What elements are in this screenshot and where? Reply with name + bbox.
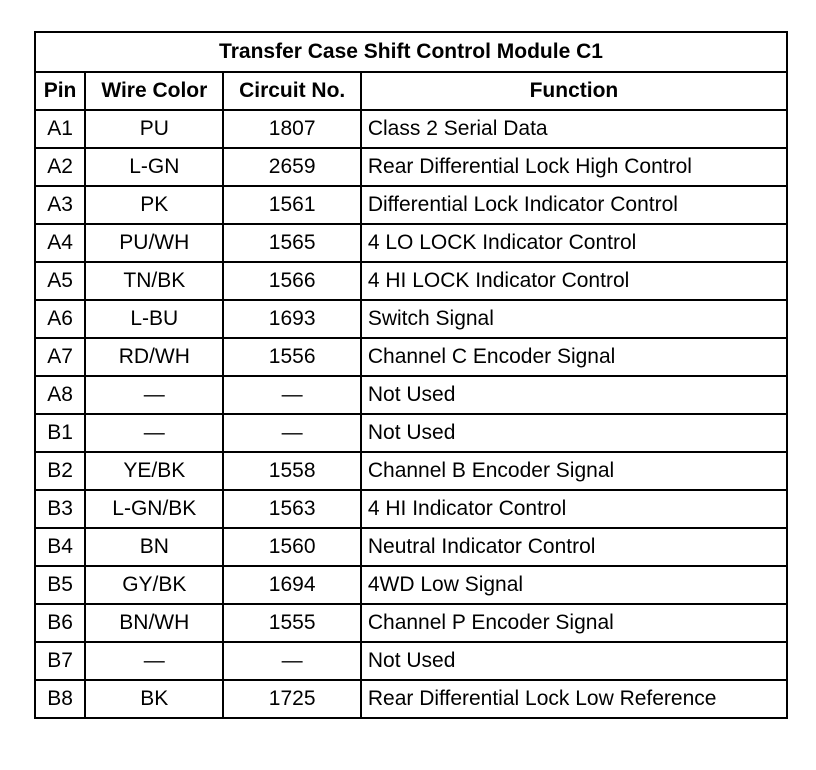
- connector-pinout-table: [34, 31, 788, 719]
- table-row: [35, 414, 787, 452]
- wire-color-cell: BN/WH: [85, 604, 223, 642]
- function-cell: 4 LO LOCK Indicator Control: [361, 224, 787, 262]
- pin-cell: B8: [35, 680, 85, 718]
- pin-cell: B2: [35, 452, 85, 490]
- pin-cell: A8: [35, 376, 85, 414]
- pin-cell: B3: [35, 490, 85, 528]
- table-row: [35, 224, 787, 262]
- wire-color-cell: YE/BK: [85, 452, 223, 490]
- circuit-no-cell: 1693: [223, 300, 360, 338]
- function-cell: Rear Differential Lock High Control: [361, 148, 787, 186]
- function-cell: Not Used: [361, 414, 787, 452]
- header-pin: Pin: [35, 72, 85, 110]
- wire-color-cell: PK: [85, 186, 223, 224]
- table-row: [35, 148, 787, 186]
- table-row: [35, 604, 787, 642]
- circuit-no-cell: 1555: [223, 604, 360, 642]
- pin-cell: A7: [35, 338, 85, 376]
- table-row: [35, 452, 787, 490]
- circuit-no-cell: 1560: [223, 528, 360, 566]
- pin-cell: A1: [35, 110, 85, 148]
- function-cell: Not Used: [361, 376, 787, 414]
- circuit-no-cell: 2659: [223, 148, 360, 186]
- pin-cell: A6: [35, 300, 85, 338]
- function-cell: Differential Lock Indicator Control: [361, 186, 787, 224]
- pin-cell: A2: [35, 148, 85, 186]
- wire-color-cell: L-BU: [85, 300, 223, 338]
- pin-cell: A3: [35, 186, 85, 224]
- circuit-no-cell: 1694: [223, 566, 360, 604]
- header-circuit-no: Circuit No.: [223, 72, 360, 110]
- wire-color-cell: —: [85, 414, 223, 452]
- pin-cell: B1: [35, 414, 85, 452]
- table-row: [35, 566, 787, 604]
- function-cell: 4WD Low Signal: [361, 566, 787, 604]
- table-row: [35, 186, 787, 224]
- function-cell: Rear Differential Lock Low Reference: [361, 680, 787, 718]
- table-row: [35, 490, 787, 528]
- header-row: [35, 72, 787, 110]
- pin-cell: A4: [35, 224, 85, 262]
- wire-color-cell: RD/WH: [85, 338, 223, 376]
- table-row: [35, 300, 787, 338]
- title-row: [35, 32, 787, 72]
- function-cell: Neutral Indicator Control: [361, 528, 787, 566]
- circuit-no-cell: —: [223, 414, 360, 452]
- wire-color-cell: PU: [85, 110, 223, 148]
- table-row: [35, 110, 787, 148]
- function-cell: Channel C Encoder Signal: [361, 338, 787, 376]
- circuit-no-cell: 1563: [223, 490, 360, 528]
- circuit-no-cell: 1558: [223, 452, 360, 490]
- function-cell: Class 2 Serial Data: [361, 110, 787, 148]
- circuit-no-cell: 1566: [223, 262, 360, 300]
- table-row: [35, 262, 787, 300]
- pin-cell: B7: [35, 642, 85, 680]
- pin-cell: A5: [35, 262, 85, 300]
- circuit-no-cell: 1565: [223, 224, 360, 262]
- pin-cell: B5: [35, 566, 85, 604]
- circuit-no-cell: 1807: [223, 110, 360, 148]
- circuit-no-cell: —: [223, 376, 360, 414]
- wire-color-cell: —: [85, 376, 223, 414]
- circuit-no-cell: 1725: [223, 680, 360, 718]
- function-cell: 4 HI Indicator Control: [361, 490, 787, 528]
- circuit-no-cell: —: [223, 642, 360, 680]
- circuit-no-cell: 1556: [223, 338, 360, 376]
- table-body: [35, 110, 787, 718]
- header-wire-color: Wire Color: [85, 72, 223, 110]
- wire-color-cell: —: [85, 642, 223, 680]
- circuit-no-cell: 1561: [223, 186, 360, 224]
- function-cell: 4 HI LOCK Indicator Control: [361, 262, 787, 300]
- function-cell: Switch Signal: [361, 300, 787, 338]
- pin-cell: B4: [35, 528, 85, 566]
- pin-cell: B6: [35, 604, 85, 642]
- table-row: [35, 642, 787, 680]
- table-title: Transfer Case Shift Control Module C1: [35, 32, 787, 72]
- wire-color-cell: BK: [85, 680, 223, 718]
- wire-color-cell: TN/BK: [85, 262, 223, 300]
- header-function: Function: [361, 72, 787, 110]
- wire-color-cell: GY/BK: [85, 566, 223, 604]
- wire-color-cell: BN: [85, 528, 223, 566]
- table-row: [35, 338, 787, 376]
- wire-color-cell: L-GN: [85, 148, 223, 186]
- function-cell: Not Used: [361, 642, 787, 680]
- function-cell: Channel B Encoder Signal: [361, 452, 787, 490]
- table-row: [35, 528, 787, 566]
- function-cell: Channel P Encoder Signal: [361, 604, 787, 642]
- wire-color-cell: PU/WH: [85, 224, 223, 262]
- table-row: [35, 376, 787, 414]
- table-row: [35, 680, 787, 718]
- wire-color-cell: L-GN/BK: [85, 490, 223, 528]
